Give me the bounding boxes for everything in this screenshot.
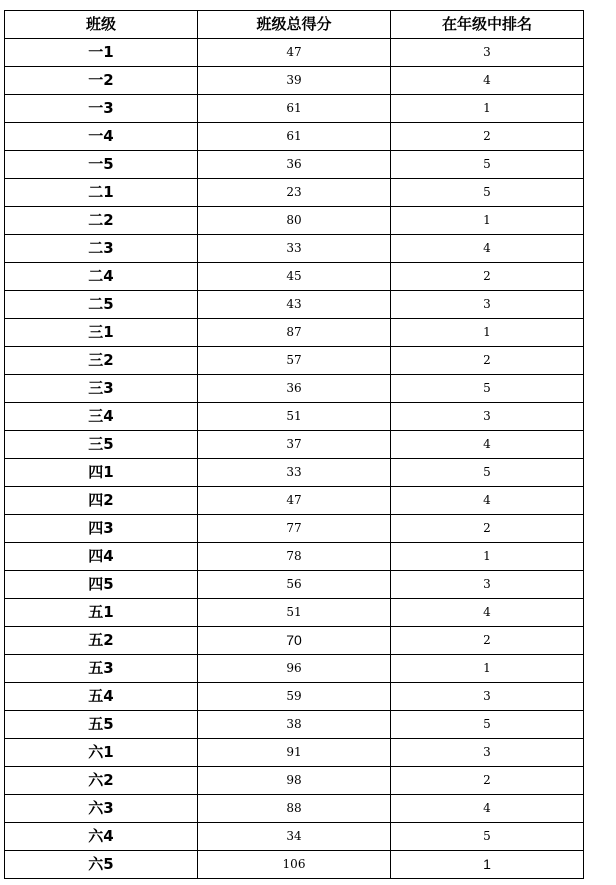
table-row <box>5 571 584 599</box>
total-score-cell: 23 <box>198 179 391 207</box>
grade-rank-cell: 1 <box>391 543 584 571</box>
class-name-cell: 二4 <box>5 263 198 291</box>
class-name-cell: 三4 <box>5 403 198 431</box>
table-row <box>5 151 584 179</box>
table-row <box>5 599 584 627</box>
total-score-cell: 98 <box>198 767 391 795</box>
class-name-cell: 二3 <box>5 235 198 263</box>
class-name-cell: 二1 <box>5 179 198 207</box>
grade-rank-cell: 5 <box>391 151 584 179</box>
class-name-cell: 三5 <box>5 431 198 459</box>
grade-rank-cell: 2 <box>391 263 584 291</box>
total-score-cell: 57 <box>198 347 391 375</box>
class-name-cell: 一1 <box>5 39 198 67</box>
header-row <box>5 11 584 39</box>
total-score-cell: 39 <box>198 67 391 95</box>
class-name-cell: 二2 <box>5 207 198 235</box>
class-name-cell: 一2 <box>5 67 198 95</box>
total-score-cell: 34 <box>198 823 391 851</box>
total-score-cell: 36 <box>198 151 391 179</box>
class-score-table <box>4 10 584 879</box>
class-name-cell: 六4 <box>5 823 198 851</box>
grade-rank-cell: 4 <box>391 67 584 95</box>
table-row <box>5 263 584 291</box>
grade-rank-cell: 3 <box>391 683 584 711</box>
grade-rank-cell: 4 <box>391 431 584 459</box>
class-name-cell: 六3 <box>5 795 198 823</box>
grade-rank-cell: 4 <box>391 599 584 627</box>
table-row <box>5 319 584 347</box>
class-name-cell: 三1 <box>5 319 198 347</box>
total-score-cell: 80 <box>198 207 391 235</box>
grade-rank-cell: 3 <box>391 403 584 431</box>
total-score-cell: 36 <box>198 375 391 403</box>
table-row <box>5 683 584 711</box>
grade-rank-cell: 5 <box>391 179 584 207</box>
total-score-cell: 43 <box>198 291 391 319</box>
class-name-cell: 四2 <box>5 487 198 515</box>
table-row <box>5 711 584 739</box>
class-name-cell: 五2 <box>5 627 198 655</box>
grade-rank-cell: 2 <box>391 123 584 151</box>
grade-rank-cell: 4 <box>391 487 584 515</box>
table-row <box>5 431 584 459</box>
total-score-cell: 91 <box>198 739 391 767</box>
total-score-cell: 78 <box>198 543 391 571</box>
class-name-cell: 四1 <box>5 459 198 487</box>
grade-rank-cell: 1 <box>391 655 584 683</box>
table-row <box>5 207 584 235</box>
class-name-cell: 五4 <box>5 683 198 711</box>
table-row <box>5 823 584 851</box>
total-score-cell: 59 <box>198 683 391 711</box>
total-score-cell: 51 <box>198 599 391 627</box>
grade-rank-cell: 2 <box>391 347 584 375</box>
table-header <box>5 11 584 39</box>
table-row <box>5 515 584 543</box>
table-row <box>5 179 584 207</box>
class-name-cell: 六1 <box>5 739 198 767</box>
total-score-cell: 38 <box>198 711 391 739</box>
total-score-cell: 70 <box>198 627 391 655</box>
total-score-cell: 87 <box>198 319 391 347</box>
class-name-cell: 五1 <box>5 599 198 627</box>
header-total-score: 班级总得分 <box>198 11 391 39</box>
table-row <box>5 403 584 431</box>
table-row <box>5 235 584 263</box>
table-body <box>5 39 584 879</box>
class-name-cell: 三2 <box>5 347 198 375</box>
grade-rank-cell: 5 <box>391 711 584 739</box>
table-row <box>5 375 584 403</box>
total-score-cell: 33 <box>198 459 391 487</box>
class-name-cell: 二5 <box>5 291 198 319</box>
total-score-cell: 106 <box>198 851 391 879</box>
class-name-cell: 三3 <box>5 375 198 403</box>
total-score-cell: 56 <box>198 571 391 599</box>
grade-rank-cell: 3 <box>391 571 584 599</box>
grade-rank-cell: 1 <box>391 95 584 123</box>
grade-rank-cell: 3 <box>391 739 584 767</box>
grade-rank-cell: 4 <box>391 795 584 823</box>
header-class: 班级 <box>5 11 198 39</box>
grade-rank-cell: 1 <box>391 319 584 347</box>
table-row <box>5 655 584 683</box>
grade-rank-cell: 5 <box>391 823 584 851</box>
grade-rank-cell: 3 <box>391 39 584 67</box>
table-row <box>5 627 584 655</box>
table-row <box>5 459 584 487</box>
class-name-cell: 四4 <box>5 543 198 571</box>
table-row <box>5 795 584 823</box>
class-name-cell: 一4 <box>5 123 198 151</box>
class-name-cell: 四3 <box>5 515 198 543</box>
class-name-cell: 一5 <box>5 151 198 179</box>
class-name-cell: 六5 <box>5 851 198 879</box>
grade-rank-cell: 5 <box>391 375 584 403</box>
grade-rank-cell: 5 <box>391 459 584 487</box>
total-score-cell: 77 <box>198 515 391 543</box>
total-score-cell: 88 <box>198 795 391 823</box>
class-name-cell: 五3 <box>5 655 198 683</box>
table-row <box>5 347 584 375</box>
class-name-cell: 六2 <box>5 767 198 795</box>
grade-rank-cell: 1 <box>391 207 584 235</box>
grade-rank-cell: 2 <box>391 767 584 795</box>
table-row <box>5 95 584 123</box>
grade-rank-cell: 2 <box>391 627 584 655</box>
table-row <box>5 739 584 767</box>
table-row <box>5 123 584 151</box>
header-grade-rank: 在年级中排名 <box>391 11 584 39</box>
total-score-cell: 47 <box>198 39 391 67</box>
total-score-cell: 61 <box>198 123 391 151</box>
table-row <box>5 291 584 319</box>
class-name-cell: 四5 <box>5 571 198 599</box>
grade-rank-cell: 2 <box>391 515 584 543</box>
table-row <box>5 767 584 795</box>
table-row <box>5 39 584 67</box>
table-row <box>5 67 584 95</box>
total-score-cell: 45 <box>198 263 391 291</box>
total-score-cell: 61 <box>198 95 391 123</box>
class-name-cell: 五5 <box>5 711 198 739</box>
class-name-cell: 一3 <box>5 95 198 123</box>
table-row <box>5 543 584 571</box>
total-score-cell: 51 <box>198 403 391 431</box>
grade-rank-cell: 1 <box>391 851 584 879</box>
table-row <box>5 851 584 879</box>
total-score-cell: 33 <box>198 235 391 263</box>
total-score-cell: 96 <box>198 655 391 683</box>
grade-rank-cell: 3 <box>391 291 584 319</box>
total-score-cell: 47 <box>198 487 391 515</box>
total-score-cell: 37 <box>198 431 391 459</box>
grade-rank-cell: 4 <box>391 235 584 263</box>
table-row <box>5 487 584 515</box>
